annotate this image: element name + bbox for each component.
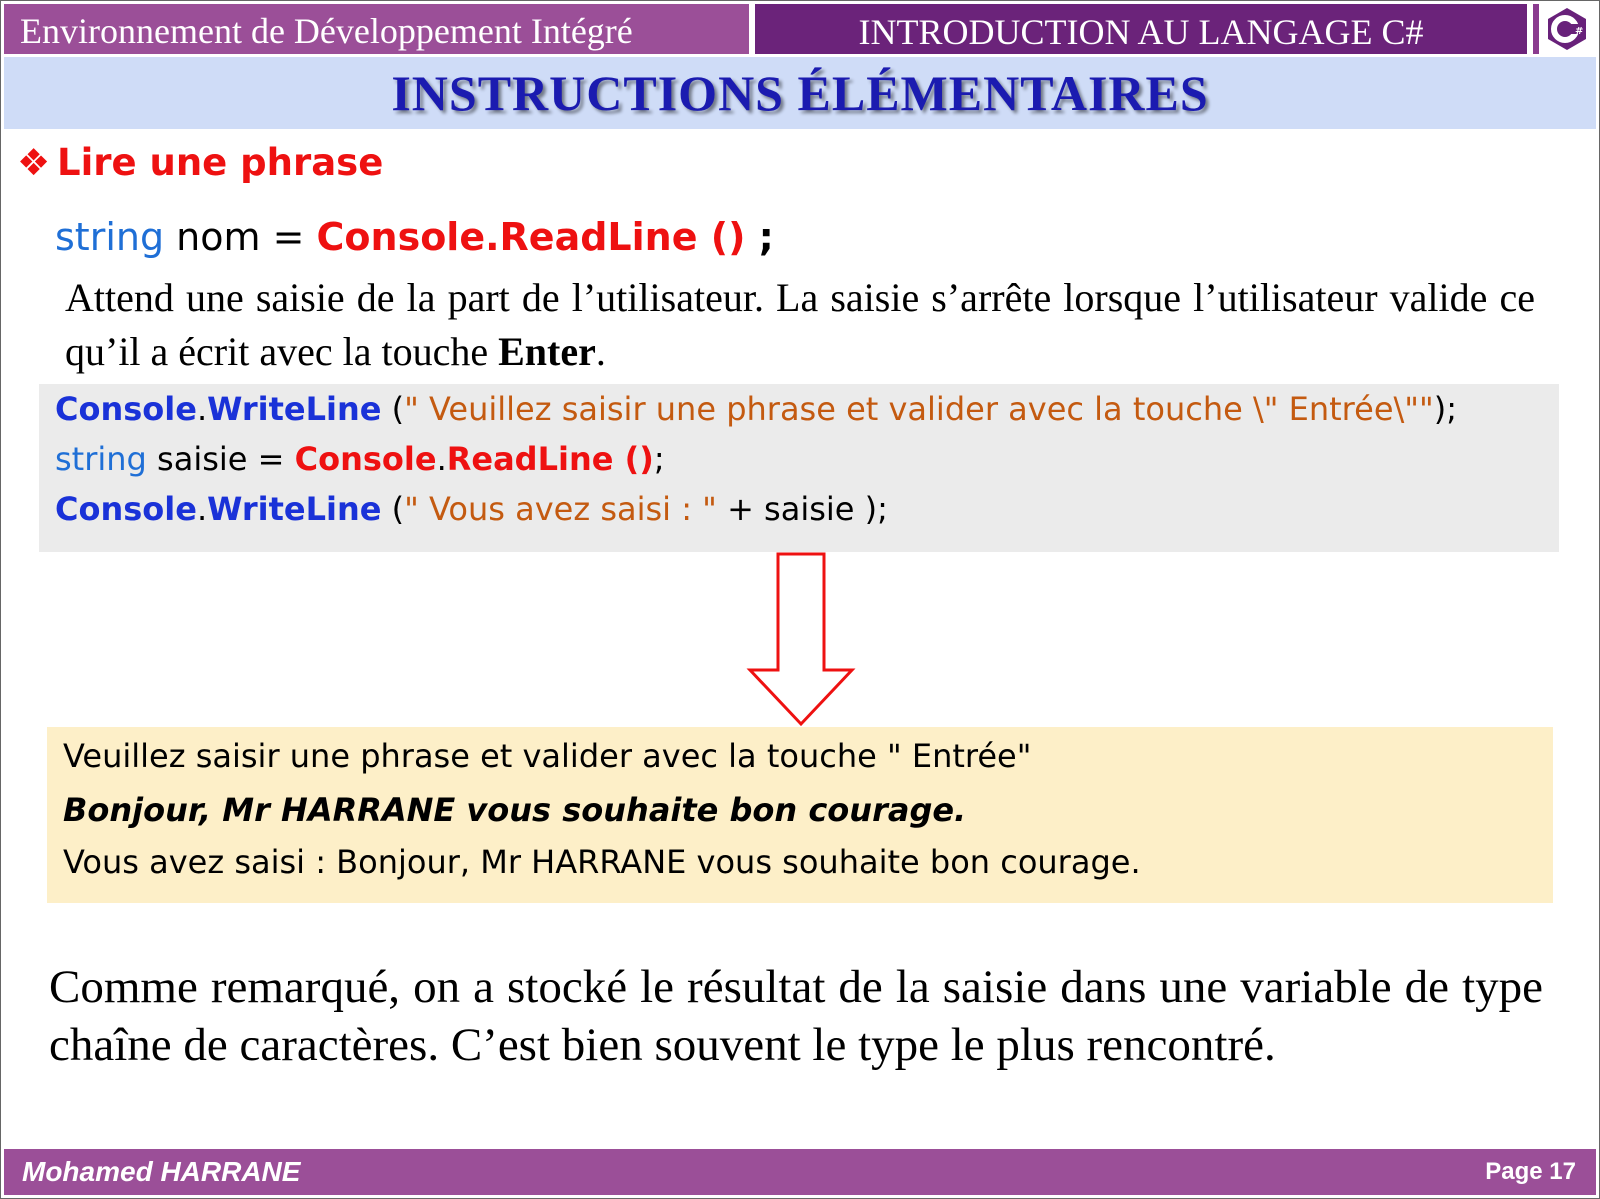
code-line-2 <box>55 440 665 478</box>
diamond-bullet-icon: ❖ <box>17 141 51 184</box>
output-line-prompt: Veuillez saisir une phrase et valider avec la touche " Entrée" <box>63 737 1032 775</box>
code-line-1 <box>55 390 1457 428</box>
output-line-result: Vous avez saisi : Bonjour, Mr HARRANE vous souhaite bon courage. <box>63 843 1141 881</box>
code-end: ; <box>745 215 774 259</box>
code-paren: ( <box>381 390 405 428</box>
code-variable: nom = <box>164 215 317 259</box>
code-call: Console.ReadLine () <box>316 215 746 259</box>
svg-text:#: # <box>1575 26 1584 37</box>
explanation-end: . <box>595 329 606 374</box>
conclusion-paragraph: Comme remarqué, on a stocké le résultat de la saisie dans une variable de type chaîne de caractères. C’est bien souvent le type le plus rencontré. <box>49 961 1543 1071</box>
footer <box>4 1149 1596 1195</box>
code-class: Console <box>55 490 197 528</box>
csharp-logo-icon <box>1545 7 1589 51</box>
code-dot: . <box>196 490 208 528</box>
code-end: ); <box>1433 390 1457 428</box>
code-paren: ( <box>381 490 405 528</box>
code-keyword: string <box>55 440 147 478</box>
code-dot: . <box>196 390 208 428</box>
code-line-3 <box>55 490 888 528</box>
code-string: " Veuillez saisir une phrase et valider avec la touche \" Entrée\"" <box>404 390 1434 428</box>
explanation-text: Attend une saisie de la part de l’utilisateur. La saisie s’arrête lorsque l’utilisateur valide ce qu’il a écrit avec la touche <box>65 275 1535 374</box>
code-block <box>39 384 1559 552</box>
explanation-key: Enter <box>498 329 596 374</box>
page-number: Page 17 <box>1485 1158 1576 1185</box>
code-end: + saisie ); <box>716 490 888 528</box>
page-title: INSTRUCTIONS ÉLÉMENTAIRES <box>391 65 1209 121</box>
down-arrow-icon <box>746 552 856 727</box>
code-end: ; <box>653 440 665 478</box>
code-dot: . <box>436 440 447 478</box>
code-statement <box>55 215 774 259</box>
console-output-box <box>47 727 1553 903</box>
header-chapter-title: INTRODUCTION AU LANGAGE C# <box>755 4 1527 54</box>
section-heading-text: Lire une phrase <box>57 141 384 184</box>
header-logo <box>1533 4 1597 54</box>
code-keyword: string <box>55 215 165 259</box>
code-class: Console <box>294 440 437 478</box>
footer-author: Mohamed HARRANE <box>22 1156 301 1187</box>
output-line-input: Bonjour, Mr HARRANE vous souhaite bon courage. <box>63 791 967 829</box>
section-heading <box>17 141 383 184</box>
code-method: WriteLine <box>207 490 382 528</box>
code-class: Console <box>55 390 197 428</box>
title-band <box>4 57 1596 129</box>
code-string: " Vous avez saisi : " <box>404 490 717 528</box>
code-variable: saisie = <box>146 440 295 478</box>
code-method: ReadLine () <box>446 440 654 478</box>
header-course-title: Environnement de Développement Intégré <box>4 4 749 54</box>
code-method: WriteLine <box>207 390 382 428</box>
explanation-paragraph <box>65 271 1535 379</box>
